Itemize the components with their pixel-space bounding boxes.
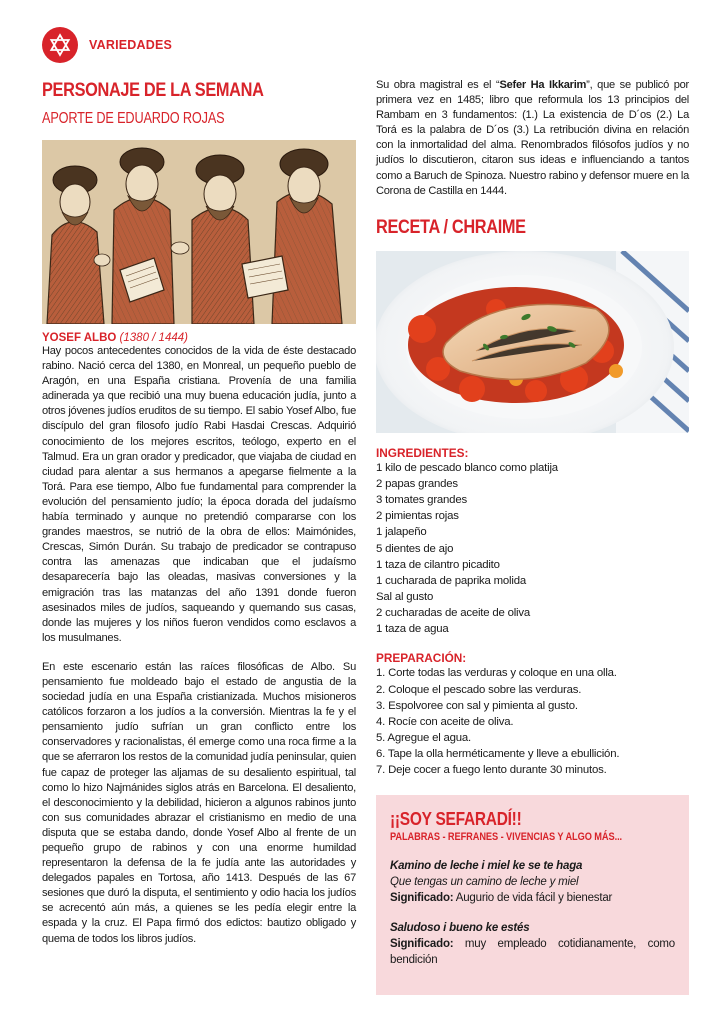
ingredients-label: INGREDIENTES: — [376, 445, 469, 460]
list-item: 3. Espolvoree con sal y pimienta al gusto. — [376, 699, 578, 712]
list-item: 5 dientes de ajo — [376, 542, 454, 555]
saying-title: Kamino de leche i miel ke se te haga — [390, 860, 583, 872]
list-item: 1 taza de cilantro picadito — [376, 558, 500, 571]
woodcut-illustration — [42, 140, 356, 324]
preparation-label: PREPARACIÓN: — [376, 651, 467, 666]
meaning-text: Augurio de vida fácil y bienestar — [453, 892, 613, 904]
section-tag: VARIEDADES — [89, 38, 173, 52]
article-subtitle: APORTE DE EDUARDO ROJAS — [42, 110, 225, 127]
meaning-text: muy empleado cotidianamente, como bendición — [390, 938, 675, 966]
page-header — [42, 26, 172, 64]
saying-title: Saludoso i bueno ke estés — [390, 922, 530, 934]
list-item: 2 cucharadas de aceite de oliva — [376, 607, 531, 620]
list-item: 2 papas grandes — [376, 477, 458, 490]
preparation-steps — [376, 665, 689, 778]
saying-meaning — [390, 890, 675, 906]
list-item: 6. Tape la olla herméticamente y lleve a ebullición. — [376, 748, 620, 761]
subject-name-line — [42, 332, 356, 344]
list-item: 7. Deje cocer a fuego lento durante 30 minutos. — [376, 764, 607, 777]
meaning-label: Significado: — [390, 892, 454, 904]
subject-years: (1380 / 1444) — [119, 332, 188, 344]
article-paragraph-2: En este escenario están las raíces filosóficas de Albo. Su pensamiento fue moldeado bajo el estado de angustia de la sociedad judía en una España cristianizada. Muchos misioneros católicos forzaron a los judíos a la conversión. Mientras la fe y el pensamiento judío sufrían un gran conflicto entre los conservadores y racionalistas, él emerge como una roca firme a la que se aferraron los restos de la comunidad judía peninsular, quien fue capaz de proteger las aljamas de su desaliento espiritual, tal como lo hizo Najmánides siglos atrás en Barcelona. El desaliento, el desconocimiento y la debilidad, hicieron a algunos rabinos junto con sus comunidades abrazar el cristianismo en medio de una disputa que se estaba dando, donde Yosef Albo al frente de un pequeño grupo de rabinos y con una enorme humildad representaron la defensa de la fe judía ante las autoridades y delegados papales en Tortosa, año 1413. Después de las 67 sesiones que duró la disputa, el sentimiento y odio hacia los judíos se acrecentó aún más, a quienes se les pedía elegir entre la espada y la cruz. El Papa firmó dos edictos: bautizo obligado y quema de todos los libros judíos. — [42, 660, 356, 945]
list-item: 1. Corte todas las verduras y coloque en una olla. — [376, 667, 617, 680]
subject-name: YOSEF ALBO — [42, 332, 117, 344]
list-item: 1 taza de agua — [376, 623, 449, 636]
paragraph-3-body: ”, que se publicó por primera vez en 1485; libro que reformula los 13 principios del Rambam en 3 fundamentos: (1.) La existencia de D´os (2.) La Torá es la palabra de D´os (3.) La retribución divina en relación con la inmortalidad del alma. Renombrados filósofos judíos y no judíos lo discutieron, citaron sus ideas e influenciando a tantos como a Baruch de Spinoza. Nuestro rabino y defensor muere en la Corona de Castilla en 1444. — [376, 79, 689, 197]
recipe-photo — [376, 251, 689, 433]
saying-translation: Que tengas un camino de leche y miel — [390, 876, 579, 888]
saying-item — [390, 858, 675, 906]
list-item: 1 kilo de pescado blanco como platija — [376, 461, 558, 474]
sefaradi-subtitle: PALABRAS - REFRANES - VIVENCIAS Y ALGO MÁS... — [390, 831, 623, 843]
article-paragraph-1: Hay pocos antecedentes conocidos de la vida de éste destacado rabino. Nació cerca del 1380, en Monreal, un pequeño pueblo de Aragón, en una España cristiana. Provenía de una familia adinerada ya que recibió una muy buena educación judía, junto a otros jóvenes judíos eruditos de su tiempo. El sabio Yosef Albo, fue discípulo del gran filosofo judío Rabi Hasdai Crescas. Adquirió conocimiento de los mejores escritos, teólogo, experto en el Talmud. Era un gran orador y predicador, que viajaba de ciudad en ciudad para alentar a sus hermanos a apegarse fielmente a la Torá. Para ese tiempo, Albo fue fundamental para comprender la evolución del pensamiento judío; la época dorada del judaísmo había terminado y aunque no pretendió compararse con los grandes maestros, se nutrió de la obra de ellos: Maimónides, Crescas, Simón Durán. Su trabajo de predicador se contrapuso contra las amenazas que indicaban que el judaísmo desaparecería bajo las oleadas, masivas conversiones y la emigración tras las matanzas del año 1391 donde fueron asesinados miles de judíos, saqueando y quemando sus casas, donde las mujeres y los niños fueron vendidos como esclavos a los musulmanes. — [42, 345, 356, 644]
list-item: 1 jalapeño — [376, 526, 427, 539]
star-of-david-icon — [42, 27, 78, 63]
article-column — [42, 80, 356, 947]
list-item: Sal al gusto — [376, 591, 434, 603]
list-item: 1 cucharada de paprika molida — [376, 574, 526, 587]
meaning-label: Significado: — [390, 938, 454, 950]
recipe-title: RECETA / CHRAIME — [376, 216, 526, 238]
recipe-column — [376, 78, 689, 779]
book-title: Sefer Ha Ikkarim — [499, 79, 587, 91]
article-title: PERSONAJE DE LA SEMANA — [42, 80, 264, 101]
sefaradi-box — [376, 795, 689, 995]
ingredients-list — [376, 460, 689, 638]
list-item: 2 pimientas rojas — [376, 510, 459, 523]
list-item: 4. Rocíe con aceite de oliva. — [376, 715, 514, 728]
paragraph-3-intro: Su obra magistral es el “ — [376, 79, 500, 91]
list-item: 2. Coloque el pescado sobre las verduras. — [376, 683, 582, 696]
saying-item — [390, 920, 675, 968]
article-paragraph-3 — [376, 78, 689, 199]
sefaradi-title: ¡¡SOY SEFARADÍ!! — [390, 809, 522, 829]
list-item: 3 tomates grandes — [376, 494, 467, 507]
saying-meaning — [390, 936, 675, 968]
list-item: 5. Agregue el agua. — [376, 732, 471, 745]
